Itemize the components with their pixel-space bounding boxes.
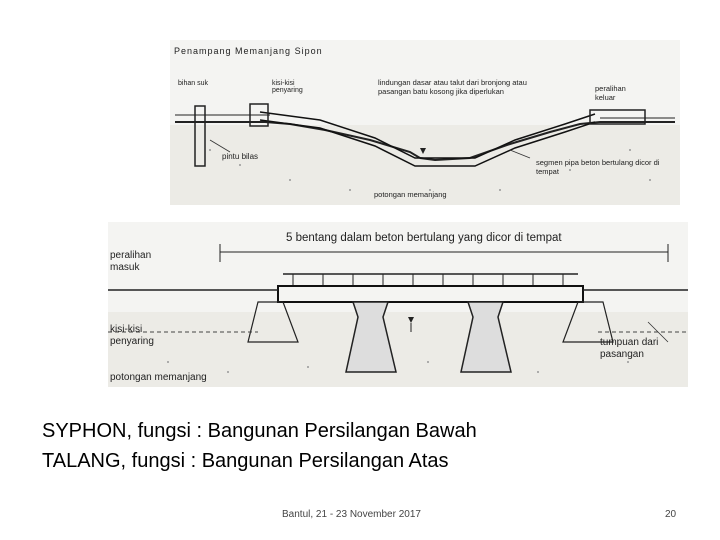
siphon-figure-title: Penampang Memanjang Sipon [174, 46, 323, 56]
label-segmen-pipa: segmen pipa beton bertulang dicor di tempat [536, 158, 660, 176]
siphon-section-figure [170, 40, 680, 205]
label-lindungan: lindungan dasar atau talut dari bronjong atau pasangan batu kosong jika diperlukan [378, 78, 527, 96]
label-kisi-kisi-penyaring-bottom: kisi-kisi penyaring [110, 324, 154, 347]
label-peralihan-masuk: peralihan masuk [110, 250, 152, 273]
label-kisi-kisi-penyaring-top: kisi-kisi penyaring [272, 80, 303, 94]
siphon-section-drawing [170, 40, 680, 205]
label-potongan-memanjang-bottom: potongan memanjang [110, 372, 207, 383]
caption-syphon: SYPHON, fungsi : Bangunan Persilangan Bawah [42, 420, 477, 442]
page-number: 20 [665, 509, 677, 520]
aqueduct-section-drawing [108, 222, 688, 387]
label-bentang: 5 bentang dalam beton bertulang yang dicor di tempat [286, 232, 562, 244]
aqueduct-section-figure [108, 222, 688, 387]
label-tumpuan: tumpuan dari pasangan [600, 337, 659, 360]
label-bihan-suk: bihan suk [178, 80, 208, 87]
label-peralihan-keluar: peralihan keluar [595, 84, 626, 102]
label-pintu-bilas: pintu bilas [222, 152, 259, 161]
label-potongan-memanjang-top: potongan memanjang [374, 190, 447, 199]
caption-talang: TALANG, fungsi : Bangunan Persilangan Atas [42, 450, 449, 472]
footer-event: Bantul, 21 - 23 November 2017 [282, 509, 421, 520]
